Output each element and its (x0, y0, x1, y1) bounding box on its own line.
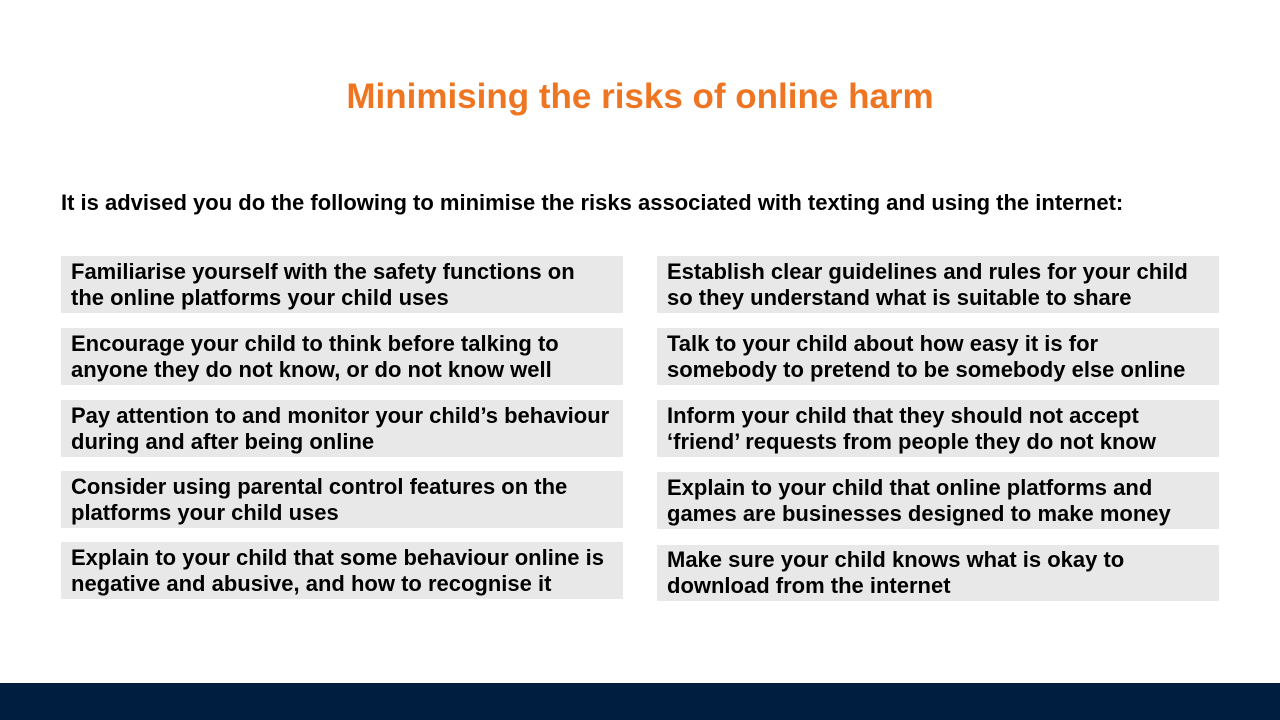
advice-item: Explain to your child that online platforms and games are businesses designed to make money (657, 472, 1219, 529)
advice-item: Familiarise yourself with the safety functions on the online platforms your child uses (61, 256, 623, 313)
intro-text: It is advised you do the following to minimise the risks associated with texting and using the internet: (61, 190, 1124, 215)
advice-item: Encourage your child to think before talking to anyone they do not know, or do not know well (61, 328, 623, 385)
advice-item: Explain to your child that some behaviour online is negative and abusive, and how to recognise it (61, 542, 623, 599)
advice-item: Pay attention to and monitor your child’s behaviour during and after being online (61, 400, 623, 457)
advice-item: Consider using parental control features on the platforms your child uses (61, 471, 623, 528)
slide-title: Minimising the risks of online harm (346, 77, 934, 116)
advice-item: Establish clear guidelines and rules for your child so they understand what is suitable to share (657, 256, 1219, 313)
footer-bar (0, 683, 1280, 720)
advice-item: Talk to your child about how easy it is for somebody to pretend to be somebody else online (657, 328, 1219, 385)
advice-item: Inform your child that they should not accept ‘friend’ requests from people they do not know (657, 400, 1219, 457)
advice-item: Make sure your child knows what is okay to download from the internet (657, 545, 1219, 601)
